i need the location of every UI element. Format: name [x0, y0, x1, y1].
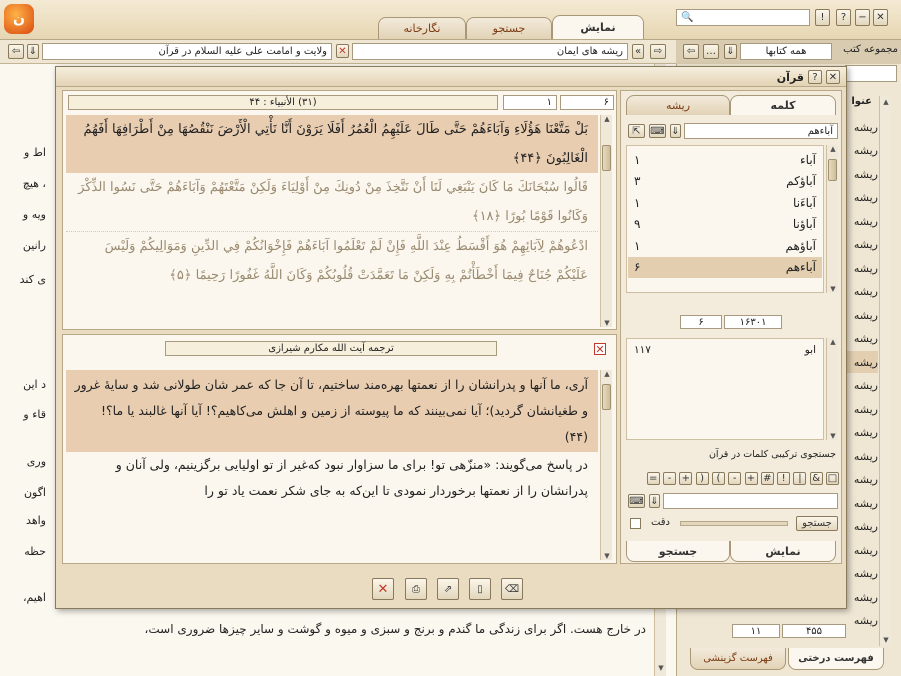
- arrow-left-icon: ⇦: [11, 46, 21, 57]
- scroll-up-arrow-icon[interactable]: ▲: [830, 338, 836, 346]
- translation-scrollbar[interactable]: [600, 370, 612, 560]
- root-item-count: ۱۱۷: [634, 344, 651, 356]
- document-line-fragment: اط و: [23, 146, 46, 159]
- word-list-item[interactable]: [628, 214, 822, 235]
- close-red-icon: ✕: [338, 45, 347, 57]
- word-list-item[interactable]: [628, 257, 822, 278]
- document-line-fragment: واهد: [26, 514, 46, 527]
- minimize-button[interactable]: [855, 9, 870, 26]
- word-label: آباؤکم: [786, 174, 816, 188]
- search-icon: 🔍: [681, 12, 694, 23]
- tab-bottom-display[interactable]: [730, 541, 836, 562]
- compound-search-input[interactable]: [663, 493, 838, 509]
- stat-left-value: ۶: [698, 316, 704, 328]
- keyboard-button[interactable]: [649, 124, 666, 138]
- operator-button[interactable]: -: [728, 472, 741, 485]
- arrow-down-icon: ⇓: [726, 46, 735, 57]
- remove-note-button[interactable]: [501, 578, 523, 600]
- arrow-left-icon: ⇦: [686, 46, 696, 57]
- operator-button[interactable]: ): [696, 472, 709, 485]
- word-count: ۹: [634, 217, 641, 231]
- operator-button[interactable]: +: [679, 472, 692, 485]
- operator-button[interactable]: #: [761, 472, 774, 485]
- nav-menu-button[interactable]: [632, 44, 644, 59]
- page-a-value: ۱: [546, 97, 552, 108]
- tab-tree-label: فهرست درختی: [798, 653, 874, 664]
- scroll-thumb[interactable]: [602, 384, 611, 410]
- sidebar-header: عنوا: [851, 96, 872, 107]
- tab-search[interactable]: [466, 17, 552, 39]
- precision-checkbox[interactable]: [630, 518, 641, 529]
- document-bottom-line: در خارج هست. اگر برای زندگی ما گندم و برنج و سبزی و میوه و گوشت و سایر چیزها ضروری است،: [144, 622, 646, 636]
- keyboard-icon: ⌨: [629, 495, 644, 507]
- stat-left: [680, 315, 722, 329]
- books-label: مجموعه کتب: [843, 44, 898, 55]
- scroll-up-arrow-icon[interactable]: ▲: [604, 370, 610, 378]
- word-label: آباء: [800, 152, 816, 167]
- translation-highlighted: آری، ما آنها و پدرانشان را از نعمتها بهره‌مند ساختیم، تا آن جا که عمر شان طولانی شد و سایهٔ غرور و طغیانشان گردید)؛ آیا نمی‌بینند که ما پیوسته از زمین و اهلش می‌کاهیم؟! آیا آنها غالبند یا ما؟! (۴۴): [66, 370, 598, 452]
- sidebar-scrollbar[interactable]: [879, 96, 891, 646]
- quran-verse-3: ادْعُوهُمْ لِآبَائِهِمْ هُوَ أَقْسَطُ عِنْدَ اللَّهِ فَإِنْ لَمْ تَعْلَمُوا آبَاءَهُمْ فَإِخْوَانُكُمْ فِي الدِّينِ وَمَوَالِيكُمْ وَلَيْسَ عَلَيْكُمْ جُنَاحٌ فِيمَا أَخْطَأْتُمْ بِهِ وَلَكِنْ مَا تَعَمَّدَتْ قُلُوبُكُمْ وَكَانَ اللَّهُ غَفُورًا رَحِيمًا ﴿۵﴾: [104, 239, 588, 283]
- word-label: آباؤهم: [785, 238, 816, 253]
- operator-button[interactable]: !: [777, 472, 790, 485]
- help-icon: ?: [840, 12, 847, 23]
- quran-text-area: [66, 115, 598, 327]
- scroll-down-arrow-icon[interactable]: ▼: [883, 636, 889, 644]
- tab-gallery[interactable]: [378, 17, 466, 39]
- page-b-value: ۶: [603, 97, 609, 108]
- word-list-item[interactable]: [628, 171, 822, 192]
- word-list-item[interactable]: [628, 192, 822, 213]
- scroll-down-arrow-icon[interactable]: ▼: [604, 319, 610, 327]
- keyboard-button-2[interactable]: [628, 494, 645, 508]
- close-red-icon: ✕: [377, 581, 389, 597]
- document-icon: ▯: [477, 583, 483, 595]
- books-dropdown-button[interactable]: [724, 44, 737, 59]
- sidebar-count-right: [782, 624, 846, 638]
- word-search-input[interactable]: [684, 123, 838, 139]
- sidebar-item[interactable]: ریشه: [853, 214, 878, 228]
- arrow-down-icon: ⇓: [650, 495, 659, 507]
- copy-button[interactable]: [469, 578, 491, 600]
- app-logo: [4, 4, 34, 34]
- word-list-item[interactable]: [628, 235, 822, 256]
- books-select[interactable]: [740, 43, 832, 60]
- word-history-button[interactable]: [670, 124, 681, 138]
- document-line-fragment: ویه و: [22, 208, 46, 221]
- sidebar-item[interactable]: ریشه: [853, 120, 878, 134]
- books-select-value: همه کتابها: [765, 46, 807, 57]
- tab-selected-label: فهرست گزینشی: [703, 653, 773, 664]
- page-field-a[interactable]: [503, 95, 557, 110]
- scroll-thumb[interactable]: [602, 145, 611, 171]
- stat-right: [724, 315, 782, 329]
- dialog-close-button[interactable]: [826, 70, 840, 84]
- sidebar-item[interactable]: ریشه: [853, 379, 878, 392]
- scroll-up-arrow-icon[interactable]: ▲: [604, 115, 610, 123]
- translation-rest: در پاسخ می‌گویند: «منزّهی تو! برای ما سزاوار نبود که‌غیر از تو اولیایی برگزینیم، ولی آنان و پدرانشان را از نعمتها برخوردار نمودی تا این‌که به جای شکر نعمت یاد تو را: [115, 457, 588, 498]
- sidebar-item[interactable]: ریشه: [853, 543, 878, 557]
- sidebar-search-input[interactable]: [845, 65, 897, 82]
- word-label: آباءَنا: [793, 195, 816, 210]
- sidebar-item[interactable]: ریشه: [853, 473, 878, 486]
- prev-doc-field[interactable]: [42, 43, 332, 60]
- dialog-title: قرآن: [776, 71, 804, 84]
- tab-root[interactable]: [626, 95, 730, 115]
- translator-name: ترجمه آیت الله مکارم شیرازی: [268, 343, 394, 354]
- operator-button[interactable]: =: [647, 472, 660, 485]
- word-count: ۱: [634, 152, 641, 167]
- ellipsis-icon: …: [706, 46, 716, 57]
- tab-word-label: کلمه: [770, 99, 796, 112]
- nav-back-button[interactable]: [8, 44, 24, 59]
- arrow-down-icon: ⇓: [28, 46, 38, 57]
- tab-search-label: جستجو: [492, 22, 526, 35]
- dialog-titlebar: [56, 67, 846, 87]
- compound-history-button[interactable]: [649, 494, 660, 508]
- root-item-label: ابو: [804, 344, 816, 356]
- word-search-value: آباءهم: [807, 125, 833, 137]
- sidebar-item[interactable]: ریشه: [853, 261, 878, 275]
- operator-button[interactable]: □: [827, 473, 838, 484]
- operator-button[interactable]: &: [810, 472, 823, 485]
- more-button[interactable]: [703, 44, 719, 59]
- operator-button[interactable]: (: [712, 472, 725, 485]
- dialog-cancel-button[interactable]: [372, 578, 394, 600]
- sidebar-item[interactable]: ریشه: [853, 167, 878, 181]
- help-icon: ?: [812, 71, 818, 83]
- tab-tree-list[interactable]: [788, 648, 884, 670]
- operator-button[interactable]: -: [663, 472, 676, 485]
- tab-root-label: ریشه: [665, 99, 691, 112]
- minimize-icon: −: [858, 12, 867, 23]
- sidebar-item[interactable]: ریشه: [853, 332, 878, 345]
- tab-display[interactable]: [552, 15, 644, 39]
- document-line-fragment: ، هیچ: [22, 177, 46, 190]
- page-field-b[interactable]: [560, 95, 614, 110]
- tab-bottom-search-label: جستجو: [658, 544, 698, 558]
- count-right-value: ۴۵۵: [805, 625, 823, 637]
- sidebar-count-left: [732, 624, 780, 638]
- print-button[interactable]: [405, 578, 427, 600]
- document-line-fragment: د این: [23, 378, 46, 391]
- verse-reference: [68, 95, 498, 110]
- root-item[interactable]: [630, 342, 820, 358]
- nav-forward-button[interactable]: [650, 44, 666, 59]
- export-button[interactable]: [437, 578, 459, 600]
- word-count: ۱: [634, 195, 641, 210]
- tab-display-label: نمایش: [580, 21, 616, 34]
- translation-text-area: [66, 370, 598, 560]
- word-count: ۶: [634, 260, 641, 274]
- word-label: آباءهم: [785, 260, 816, 274]
- close-icon: ✕: [828, 71, 838, 83]
- word-count: ۱: [634, 238, 641, 253]
- arrow-down-icon: ⇓: [671, 125, 680, 137]
- scroll-down-arrow-icon[interactable]: ▼: [830, 432, 836, 440]
- root-list-scrollbar[interactable]: [826, 338, 838, 440]
- sidebar-item[interactable]: ریشه: [853, 449, 878, 463]
- compound-search-label: جستجوی ترکیبی کلمات در قرآن: [708, 449, 836, 460]
- word-label: آباؤنا: [792, 217, 816, 231]
- sidebar-item[interactable]: ریشه: [840, 351, 878, 373]
- document-line-fragment: اهیم،: [22, 591, 46, 604]
- document-line-fragment: ی کند: [19, 273, 46, 286]
- sidebar-item[interactable]: ریشه: [853, 590, 878, 604]
- exclamation-icon: !: [820, 12, 825, 23]
- chevron-icon: «: [634, 46, 642, 57]
- document-line-fragment: رانین: [22, 239, 46, 252]
- document-line-fragment: اگون: [23, 486, 46, 499]
- scroll-thumb[interactable]: [828, 159, 837, 181]
- top-search-input[interactable]: [676, 9, 810, 26]
- word-count: ۳: [634, 174, 641, 188]
- compound-search-button-label: جستجو: [802, 518, 832, 529]
- verse-ref-text: (۳۱) الأنبیاء : ۴۴: [249, 97, 317, 108]
- stat-right-value: ۱۶۳۰۱: [739, 316, 767, 328]
- operator-button[interactable]: +: [745, 472, 758, 485]
- sidebar-item[interactable]: ریشه: [853, 426, 878, 439]
- help-button[interactable]: [836, 9, 851, 26]
- count-left-value: ۱۱: [750, 625, 762, 637]
- close-app-button[interactable]: [873, 9, 888, 26]
- document-line-fragment: ورى: [26, 455, 46, 468]
- sidebar-item[interactable]: ریشه: [853, 238, 878, 251]
- translator-field: [165, 341, 497, 356]
- word-list-scrollbar[interactable]: [826, 145, 838, 293]
- tab-gallery-label: نگارخانه: [403, 22, 441, 35]
- note-remove-icon: ⌫: [504, 583, 520, 595]
- nav-history-button[interactable]: [27, 44, 39, 59]
- precision-label: دقت: [650, 517, 670, 528]
- current-doc-field[interactable]: [352, 43, 628, 60]
- sidebar-item[interactable]: ریشه: [853, 308, 878, 322]
- sidebar-item[interactable]: ریشه: [853, 285, 878, 298]
- scroll-down-arrow-icon[interactable]: ▼: [830, 285, 836, 293]
- scroll-down-arrow-icon[interactable]: ▼: [604, 552, 610, 560]
- scroll-up-arrow-icon[interactable]: ▲: [830, 145, 836, 153]
- quran-verse-2: قَالُوا سُبْحَانَكَ مَا كَانَ يَنْبَغِي لَنَا أَنْ نَتَّخِذَ مِنْ دُونِكَ مِنْ أَوْلِيَاءَ وَلَكِنْ مَتَّعْتَهُمْ وَآبَاءَهُمْ حَتَّى نَسُوا الذِّكْرَ وَكَانُوا قَوْمًا بُورًا ﴿۱۸﴾: [66, 173, 598, 232]
- prev-doc-title: ولایت و امامت علی علیه السلام در قرآن: [158, 46, 327, 57]
- back-small-button[interactable]: [683, 44, 699, 59]
- document-line-fragment: قاء و: [23, 408, 46, 421]
- logo-icon: ن: [13, 11, 25, 27]
- export-icon: ⇗: [443, 583, 453, 595]
- operator-button[interactable]: |: [793, 472, 806, 485]
- clear-search-button[interactable]: [628, 124, 645, 138]
- tab-selected-list[interactable]: [690, 648, 786, 670]
- keyboard-icon: ⌨: [650, 125, 665, 137]
- close-red-icon: ✕: [595, 343, 605, 356]
- sidebar-item[interactable]: ریشه: [853, 496, 878, 510]
- quran-verse-highlighted: بَلْ مَتَّعْنَا هَؤُلَاءِ وَآبَاءَهُمْ حَتَّى طَالَ عَلَيْهِمُ الْعُمُرُ أَفَلَا يَرَوْنَ أَنَّا نَأْتِي الْأَرْضَ نَنْقُصُهَا مِنْ أَطْرَافِهَا أَفَهُمُ الْغَالِبُونَ ﴿۴۴﴾: [66, 115, 598, 173]
- printer-icon: ⎙: [412, 583, 420, 595]
- tab-bottom-display-label: نمایش: [765, 544, 801, 558]
- scroll-up-arrow-icon[interactable]: ▲: [883, 98, 889, 106]
- word-list-item[interactable]: [628, 149, 822, 170]
- scroll-down-arrow-icon[interactable]: ▼: [658, 664, 664, 672]
- sidebar-item[interactable]: ریشه: [853, 567, 878, 580]
- eraser-icon: ⇱: [632, 125, 641, 137]
- close-icon: ✕: [876, 12, 885, 23]
- current-doc-title: ریشه های ایمان: [556, 46, 623, 57]
- tab-word[interactable]: [730, 95, 836, 115]
- document-line-fragment: حظه: [24, 545, 46, 558]
- quran-scrollbar[interactable]: [600, 115, 612, 327]
- sidebar-item[interactable]: ریشه: [853, 402, 878, 416]
- translation-close-button[interactable]: [594, 343, 606, 355]
- arrow-right-icon: ⇨: [653, 46, 663, 57]
- dialog-help-button[interactable]: [808, 70, 822, 84]
- tab-bottom-search[interactable]: [626, 541, 730, 562]
- close-doc-button[interactable]: [336, 44, 349, 58]
- compound-search-button[interactable]: [796, 516, 838, 531]
- warning-button[interactable]: [815, 9, 830, 26]
- sidebar-item[interactable]: ریشه: [853, 144, 878, 157]
- precision-slider[interactable]: [680, 521, 788, 526]
- sidebar-item[interactable]: ریشه: [853, 520, 878, 533]
- sidebar-item[interactable]: ریشه: [853, 191, 878, 204]
- sidebar-item[interactable]: ریشه: [853, 614, 878, 627]
